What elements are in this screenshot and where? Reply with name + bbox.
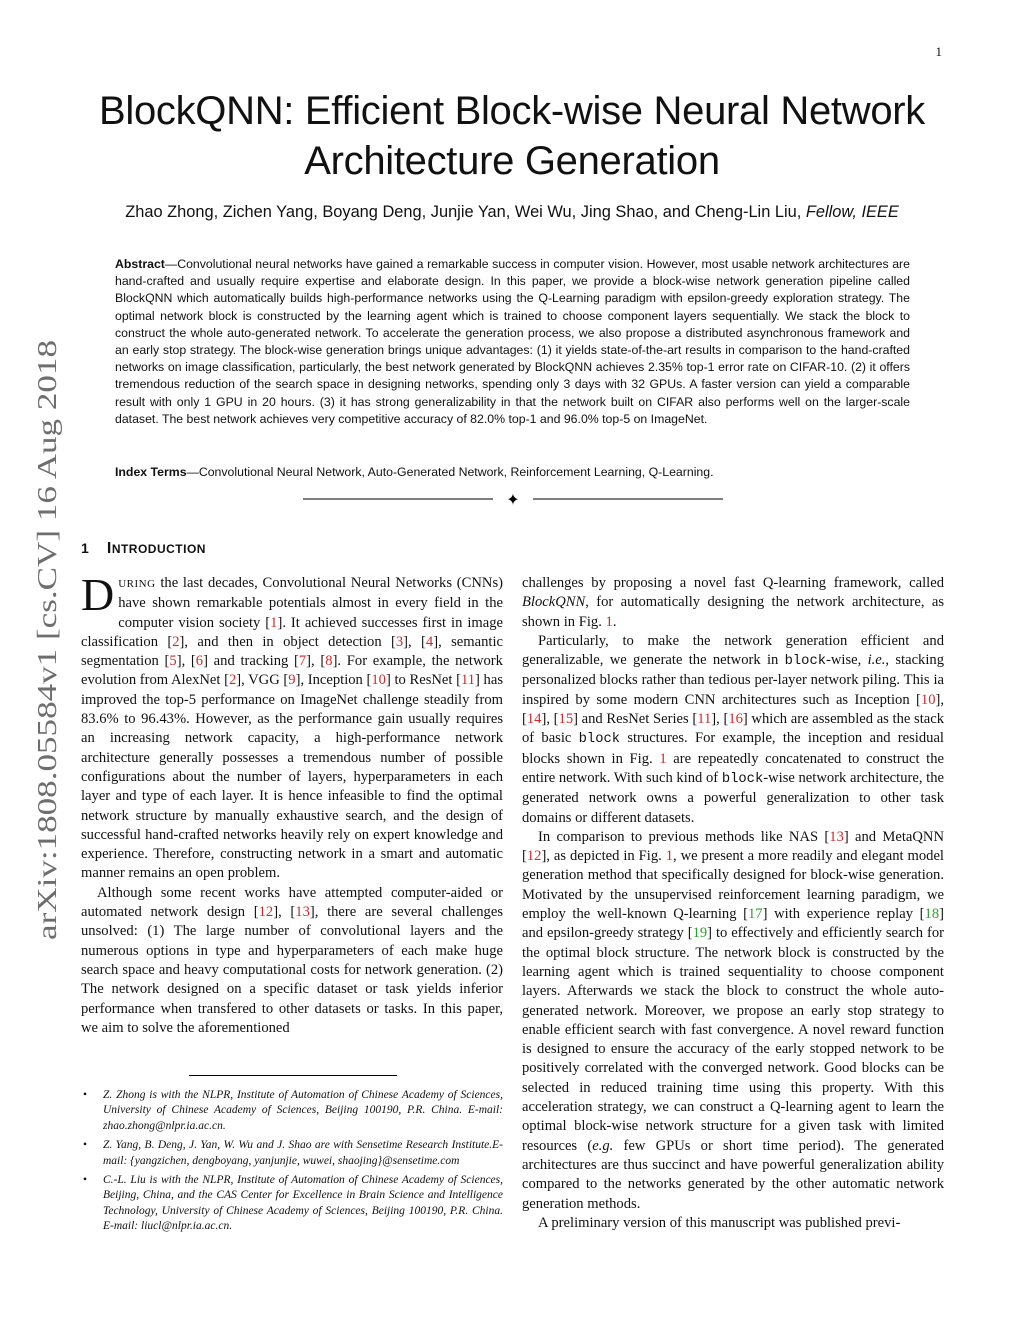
arxiv-stamp[interactable]	[6, 330, 66, 950]
text-segment: ] and epsilon-greedy strategy [	[522, 906, 944, 942]
dropcap: D	[81, 569, 115, 620]
abstract-label: Abstract	[115, 257, 165, 271]
text-segment: ], as depicted in Fig.	[541, 848, 666, 865]
citation-link[interactable]: 3	[395, 633, 404, 650]
index-terms	[115, 464, 910, 481]
code-term: block	[784, 654, 827, 670]
footnote-item	[81, 1173, 503, 1235]
abstract-text: —Convolutional neural networks have gained a remarkable success in computer vision. However, most usable network architectures are hand-crafted and usually require expertise and elaborate design. In this paper, we provide a block-wise network generation pipeline called BlockQNN which automatically builds high-performance networks using the Q-Learning paradigm with epsilon-greedy exploration strategy. The optimal network block is constructed by the learning agent which is trained to choose component layers sequentially. We stack the block to construct the whole auto-generated network. To accelerate the generation process, we also propose a distributed asynchronous framework and an early stop strategy. The block-wise generation brings unique advantages: (1) it yields state-of-the-art results in comparison to the hand-crafted networks on image classification, particularly, the best network generated by BlockQNN achieves 2.35% top-1 error rate on CIFAR-10. (2) it offers tremendous reduction of the search space in designing networks, spending only 3 days with 32 GPUs. A faster version can yield a comparable result with only 1 GPU in 20 hours. (3) it has strong generalizability in that the network built on CIFAR also performs well on the larger-scale dataset. The best network achieves very competitive accuracy of 82.0% top-1 and 96.0% top-5 on ImageNet.	[115, 257, 910, 426]
right-paragraph-1	[522, 574, 944, 632]
small-caps-lead: URING	[118, 578, 156, 590]
footnote-item	[81, 1138, 503, 1169]
citation-link[interactable]: 10	[371, 672, 386, 689]
footnotes	[81, 1088, 503, 1239]
title-line-2: Architecture Generation	[304, 139, 720, 183]
citation-link[interactable]: 2	[172, 633, 180, 650]
text-segment: ]. For example, the network evolution from AlexNet [	[81, 653, 503, 689]
right-column	[522, 574, 944, 1233]
citation-link[interactable]: 10	[920, 691, 936, 708]
text-segment: ], [	[273, 904, 296, 921]
footnote-text: Z. Zhong is with the NLPR, Institute of Automation of Chinese Academy of Sciences, University of Chinese Academy of Sciences, Beijing 100190, P.R. China. E-mail: zhao.zhong@nlpr.ia.ac.cn.	[103, 1089, 503, 1132]
index-terms-text: —Convolutional Neural Network, Auto-Generated Network, Reinforcement Learning, Q-Learning.	[186, 465, 714, 479]
right-paragraph-3	[522, 828, 944, 1214]
text-segment: ] to effectively and efficiently search for the optimal block structure. The network block is constructed by the learning agent which is trained sequentiality to choose component layers. Afterwards we stack the block to construct the whole auto-generated network. Moreover, we propose an early stop strategy to enable efficient search with fast convergence. A novel reward function is designed to ensure the accuracy of the early stopped network to be positively correlated with the converged network. Good blocks can be selected in reduced training time using this property. With this acceleration strategy, we can construct a Q-learning agent to learn the optimal block-wise network structure for a given task with limited resources (	[522, 925, 945, 1154]
right-paragraph-4: A preliminary version of this manuscript was published previ-	[538, 1214, 901, 1231]
footnote-bullet: •	[83, 1139, 88, 1152]
index-terms-label: Index Terms	[115, 465, 187, 479]
text-segment: Although some recent works have attempted computer-aided or automated network design [	[81, 884, 503, 921]
footnote-text: Z. Yang, B. Deng, J. Yan, W. Wu and J. Shao are with Sensetime Research Institute.E-mail: {yangzichen, dengboyang, yanjunjie, wuwei, shaojing}@sensetime.com	[103, 1139, 503, 1167]
footnote-bullet: •	[83, 1089, 88, 1101]
citation-link[interactable]: 12	[258, 904, 274, 921]
text-segment: In comparison to previous methods like NAS [	[538, 828, 830, 845]
divider-symbol: ✦	[506, 490, 520, 509]
text-segment: ], semantic segmentation [	[81, 633, 503, 670]
citation-link[interactable]: 17	[748, 906, 763, 923]
text-segment: few GPUs or short time period). The generated architectures are thus succinct and have powerful generalization ability compared to the networks generated by the other automatic network generation methods.	[522, 1137, 944, 1212]
section-title-rest: NTRODUCTION	[111, 542, 206, 556]
citation-link[interactable]: 5	[169, 653, 177, 670]
code-term: block	[578, 732, 621, 748]
page-number: 1	[935, 44, 942, 59]
abstract	[115, 256, 910, 428]
right-paragraph-2	[522, 632, 944, 828]
text-segment: are repeatedly concatenated to construct the entire network. With such kind of	[522, 750, 945, 786]
title-line-1: BlockQNN: Efficient Block-wise Neural Network	[98, 89, 925, 133]
footnote-rule	[189, 1075, 397, 1076]
citation-link[interactable]: 4	[425, 633, 434, 650]
text-segment: ], [	[403, 633, 426, 650]
text-segment: ], [	[306, 653, 326, 670]
section-divider	[303, 490, 723, 510]
text-segment: ], [	[522, 691, 944, 728]
figure-link[interactable]: 1	[605, 613, 613, 630]
text-segment: ], [	[711, 711, 729, 728]
citation-link[interactable]: 13	[295, 904, 310, 921]
text-segment: -wise,	[826, 652, 868, 669]
paper-title	[0, 86, 1024, 186]
text-segment: ], and then in object detection [	[179, 633, 396, 650]
text-segment: ]. It achieved successes first in image classification [	[81, 614, 504, 650]
text-segment: -wise network architecture, the generated network owns a powerful generalization to other task domains or different datasets.	[522, 769, 944, 826]
text-segment: , for automatically designing the network architecture, as shown in Fig.	[522, 594, 944, 630]
footnote-text: C.-L. Liu is with the NLPR, Institute of Automation of Chinese Academy of Sciences, Beijing, China, and the CAS Center for Excellence in Brain Science and Intelligence Technology, University of Chinese Academy of Sciences, Beijing 100190, P.R. China. E-mail: liucl@nlpr.ia.ac.cn.	[103, 1174, 503, 1233]
citation-link[interactable]: 14	[526, 711, 542, 728]
citation-link[interactable]: 7	[298, 653, 307, 670]
citation-link[interactable]: 18	[924, 906, 940, 923]
text-segment: , we present a more readily and elegant model generation method that specifically designed for block-wise generation. Motivated by the unsupervised reinforcement learning paradigm, we employ the well-known Q-learning [	[522, 848, 944, 923]
text-segment: ], [	[541, 711, 559, 728]
citation-link[interactable]: 11	[460, 672, 476, 689]
citation-link[interactable]: 2	[228, 672, 237, 689]
text-segment: ] which are assembled as the stack of basic	[522, 711, 944, 747]
text-segment: Particularly, to make the network generation efficient and generalizable, we generate the network in	[522, 632, 944, 669]
intro-paragraph-1	[81, 569, 504, 884]
left-column	[81, 569, 504, 1038]
text-segment: , stacking personalized blocks rather than tedious per-layer network piling. This ia inspired by some modern CNN architectures such as Inception [	[522, 652, 944, 708]
footnote-item	[81, 1088, 503, 1134]
citation-link[interactable]: 1	[270, 614, 278, 631]
text-segment: ], VGG [	[236, 672, 289, 689]
text-segment: ] and MetaQNN [	[522, 828, 944, 865]
citation-link[interactable]: 11	[697, 711, 712, 728]
text-segment: the last decades, Convolutional Neural Networks (CNNs) have shown remarkable potentials almost in every field in the computer vision society [	[118, 575, 503, 631]
text-segment: ], there are several challenges unsolved: (1) The large number of convolutional layers and the numerous options in type and hyperparameters of each make huge search space and heavy computational costs for network generation. (2) The network designed on a specific dataset or task yields inferior performance when transfered to other datasets or tasks. In this paper, we aim to solve the aforementioned	[81, 904, 504, 1036]
text-segment: .	[612, 613, 617, 630]
author-fellow: Fellow, IEEE	[805, 203, 899, 221]
method-name: BlockQNN	[522, 594, 586, 611]
arxiv-stamp-text: arXiv:1808.05584v1 [cs.CV] 16 Aug 2018	[31, 469, 62, 940]
text-emphasis: i.e.	[867, 652, 886, 669]
citation-link[interactable]: 8	[325, 653, 333, 670]
citation-link[interactable]: 19	[692, 925, 708, 942]
citation-link[interactable]: 6	[195, 653, 204, 670]
text-segment: challenges by proposing a novel fast Q-learning framework, called	[522, 575, 944, 591]
intro-paragraph-2	[81, 884, 503, 1038]
text-segment: ] to ResNet [	[385, 672, 461, 689]
text-emphasis: e.g.	[592, 1137, 614, 1154]
section-number: 1	[81, 540, 90, 556]
citation-link[interactable]: 15	[558, 711, 574, 728]
citation-link[interactable]: 16	[728, 711, 743, 728]
text-segment: ] and ResNet Series [	[573, 711, 698, 728]
figure-link[interactable]: 1	[665, 848, 674, 865]
text-segment: ], [	[176, 653, 196, 670]
figure-link[interactable]: 1	[659, 750, 667, 767]
citation-link[interactable]: 9	[288, 672, 296, 689]
text-segment: structures. For example, the inception and residual blocks shown in Fig.	[522, 730, 944, 767]
code-term: block	[721, 771, 764, 787]
author-names: Zhao Zhong, Zichen Yang, Boyang Deng, Junjie Yan, Wei Wu, Jing Shao, and Cheng-Lin Liu,	[125, 203, 802, 221]
footnote-bullet: •	[83, 1174, 88, 1187]
text-segment: ] and tracking [	[203, 653, 299, 670]
text-segment: ] has improved the top-5 performance on ImageNet challenge steadily from 83.6% to 96.43%. However, as the performance gain usually requires an increasing network capacity, a high-performance network architecture generally possesses a tremendous number of possible configurations about the number of layers, hyperparameters in each layer and type of each layer. It is hence infeasible to find the optimal network structure by manually exhaustive search, and the design of successful hand-crafted networks heavily rely on expert knowledge and experience. Therefore, constructing network in a smart and automatic manner remains an open problem.	[81, 672, 503, 882]
author-list	[0, 203, 1024, 222]
citation-link[interactable]: 12	[526, 848, 542, 865]
text-segment: ] with experience replay [	[762, 906, 925, 923]
section-initial: I	[106, 540, 112, 557]
section-heading	[81, 540, 206, 558]
citation-link[interactable]: 13	[829, 828, 844, 845]
text-segment: ], Inception [	[295, 672, 372, 689]
